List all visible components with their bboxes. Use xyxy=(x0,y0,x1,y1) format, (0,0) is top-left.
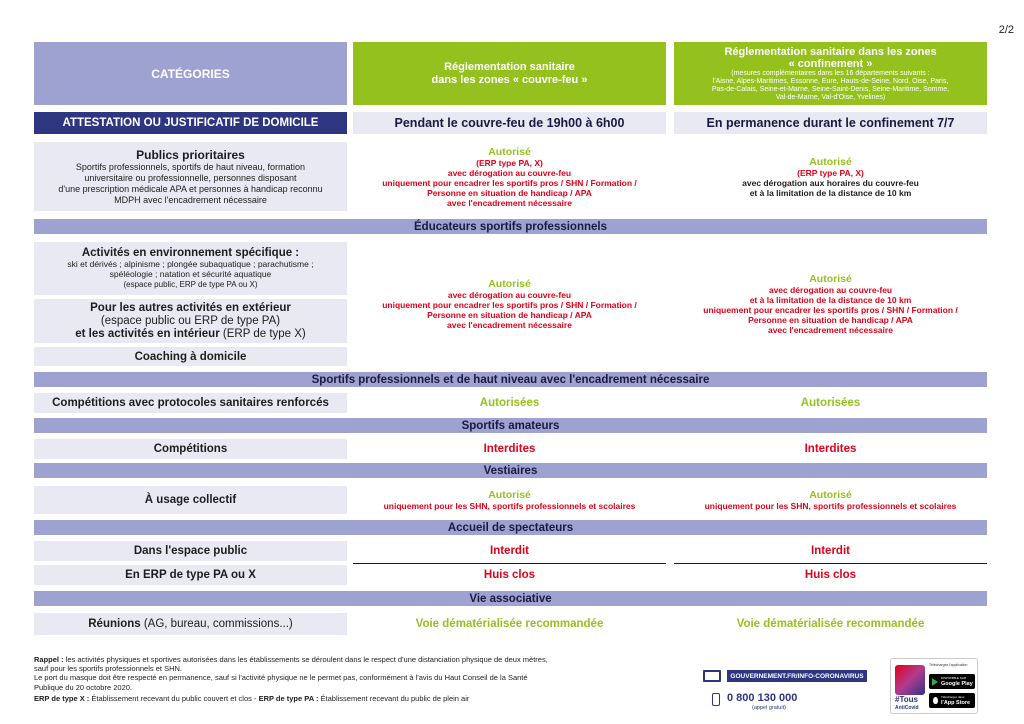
masque-note: Le port du masque doit être respecté en permanence, sauf si l'activité physique ne le permet pas, conformément à l'avis du Haut Conseil de la Santé Publique du 20 octobre 2020. xyxy=(34,673,528,692)
espace-public-col1: Interdit xyxy=(490,545,529,557)
attestation-confinement xyxy=(674,112,987,134)
categories-label: CATÉGORIES xyxy=(151,66,230,81)
erp-pa-x-col2: Huis clos xyxy=(804,569,857,581)
publics-desc: Sportifs professionnels, sportifs de haut niveau, formation universitaire ou professionnelle, personnes disposant d'une prescription médicale APA et personnes à handicap reconnu MDPH avec l'encadrement nécessaire xyxy=(58,161,323,205)
reunions-label-rest: (AG, bureau, commissions...) xyxy=(140,618,293,630)
header-couvre-feu xyxy=(353,42,666,105)
section-vie-associative xyxy=(34,591,987,606)
publics-title: Publics prioritaires xyxy=(136,147,245,162)
reunions-col2: Voie dématérialisée recommandée xyxy=(736,618,925,630)
attestation-text: ATTESTATION OU JUSTIFICATIF DE DOMICILE xyxy=(62,117,319,129)
phone-number: 0 800 130 000 xyxy=(727,692,798,704)
reunions-label-bold: Réunions xyxy=(88,618,141,630)
row-divider xyxy=(674,563,987,564)
competitions-amateurs-col2: Interdites xyxy=(804,443,857,455)
app-logo-icon xyxy=(895,665,925,695)
vestiaires-col2-status: Autorisé xyxy=(809,489,852,501)
footer-notes xyxy=(34,655,674,703)
section-spectateurs-label: Accueil de spectateurs xyxy=(447,521,574,534)
header-categories xyxy=(34,42,347,105)
erp-pa-x-label: En ERP de type PA ou X xyxy=(125,569,256,581)
section-educateurs-label: Éducateurs sportifs professionnels xyxy=(414,220,607,233)
phone-note: (appel gratuit) xyxy=(752,705,786,711)
espace-public-col2: Interdit xyxy=(811,545,850,557)
usage-collectif-label: À usage collectif xyxy=(144,494,237,506)
publics-couvre-feu xyxy=(353,142,666,211)
erp-pa-text: Établissement recevant du public de plein air xyxy=(320,693,470,703)
exterieur-line3-bold: et les activités en intérieur xyxy=(75,327,220,340)
competitions-pro-label: Compétitions avec protocoles sanitaires renforcés xyxy=(52,397,329,409)
coaching-cell xyxy=(34,347,347,366)
app-store-text: l'App Store xyxy=(941,700,971,706)
rappel-bold: Rappel : xyxy=(34,655,66,664)
attestation-label xyxy=(34,112,347,134)
activites-desc: ski et dérivés ; alpinisme ; plongée subaquatique ; parachutisme ; spéléologie ; natation et sécurité aquatique xyxy=(67,259,314,279)
section-vie-asso-label: Vie associative xyxy=(469,592,552,605)
app-download-label: Téléchargez l'application xyxy=(929,663,968,667)
exterieur-line1: Pour les autres activités en extérieur xyxy=(90,301,291,314)
educateurs-col2-status: Autorisé xyxy=(809,273,852,285)
section-vestiaires-label: Vestiaires xyxy=(483,464,538,477)
activites-note: (espace public, ERP de type PA ou X) xyxy=(123,280,258,289)
competitions-pro-col2: Autorisées xyxy=(800,397,861,409)
attestation-col2-text: En permanence durant le confinement 7/7 xyxy=(706,116,955,130)
section-amateurs-label: Sportifs amateurs xyxy=(461,419,560,432)
activites-title: Activités en environnement spécifique : xyxy=(81,247,300,259)
reunions-col1: Voie dématérialisée recommandée xyxy=(415,618,604,630)
col1-title: Réglementation sanitaire dans les zones « couvre-feu » xyxy=(431,60,588,86)
tous-line1: #Tous xyxy=(895,695,918,704)
educateurs-col2-detail: avec dérogation au couvre-feu et à la limitation de la distance de 10 km uniquement pour encadrer les sportifs pros / SHN / Formation / Personne en situation de handicap / APA avec l'encadrement nécessaire xyxy=(703,285,958,335)
page-number: 2/2 xyxy=(998,24,1014,36)
competitions-amateurs-cell xyxy=(34,439,347,459)
educateurs-couvre-feu xyxy=(353,242,666,366)
header-confinement xyxy=(674,42,987,105)
publics-col2-note: avec dérogation aux horaires du couvre-feu et à la limitation de la distance de 10 km xyxy=(742,177,919,198)
rappel-note xyxy=(34,655,674,673)
tous-line2: AntiCovid xyxy=(895,705,919,711)
publics-col1-status: Autorisé xyxy=(488,145,531,158)
col2-title: Réglementation sanitaire dans les zones « confinement » xyxy=(724,45,937,70)
app-store-badge[interactable] xyxy=(929,693,975,708)
gouv-url-link[interactable] xyxy=(727,670,867,682)
educateurs-col1-status: Autorisé xyxy=(488,278,531,290)
rappel-text: les activités physiques et sportives autorisées dans les établissements se déroulent dans le respect d'une distanciation physique de deux mètres, sauf pour les sportifs professionnels et SHN. xyxy=(34,655,548,674)
erp-note xyxy=(34,694,674,703)
google-play-badge[interactable] xyxy=(929,674,975,689)
publics-prioritaires-cell xyxy=(34,142,347,211)
apple-icon xyxy=(933,697,938,704)
attestation-couvre-feu xyxy=(353,112,666,134)
activites-specifiques-cell xyxy=(34,242,347,295)
exterieur-line3-rest: (ERP de type X) xyxy=(219,327,306,340)
publics-col2-status: Autorisé xyxy=(809,155,852,168)
espace-public-label: Dans l'espace public xyxy=(133,545,248,557)
publics-confinement xyxy=(674,142,987,211)
vestiaires-col2-detail: uniquement pour les SHN, sportifs professionnels et scolaires xyxy=(704,501,957,511)
erp-x-text: Établissement recevant du public couvert et clos - xyxy=(91,693,259,703)
exterieur-line3 xyxy=(75,328,306,341)
competitions-amateurs-label: Compétitions xyxy=(153,443,228,455)
google-play-text: Google Play xyxy=(941,681,973,687)
publics-col2-detail: (ERP type PA, X) xyxy=(797,167,864,178)
google-play-icon xyxy=(932,678,938,686)
erp-pa-x-cell xyxy=(34,565,347,585)
vestiaires-col2 xyxy=(674,486,987,514)
competitions-pro-col1: Autorisées xyxy=(479,397,540,409)
section-vestiaires xyxy=(34,463,987,478)
competitions-amateurs-col1: Interdites xyxy=(483,443,536,455)
app-store-small: Télécharger dans xyxy=(941,695,965,699)
reunions-cell xyxy=(34,613,347,635)
row-divider xyxy=(353,563,666,564)
educateurs-col1-detail: avec dérogation au couvre-feu uniquement pour encadrer les sportifs pros / SHN / Formation / Personne en situation de handicap / APA avec l'encadrement nécessaire xyxy=(382,290,637,330)
section-spectateurs xyxy=(34,520,987,535)
autres-activites-cell xyxy=(34,299,347,343)
competitions-pro-cell xyxy=(34,393,347,413)
section-sportifs-pro-label: Sportifs professionnels et de haut niveau avec l'encadrement nécessaire xyxy=(311,373,710,386)
usage-collectif-cell xyxy=(34,486,347,514)
section-amateurs xyxy=(34,418,987,433)
exterieur-line2: (espace public ou ERP de type PA) xyxy=(100,314,281,327)
publics-col1-detail: (ERP type PA, X) avec dérogation au couvre-feu uniquement pour encadrer les sportifs pros / SHN / Formation / Personne en situation de handicap / APA avec l'encadrement nécessaire xyxy=(382,157,637,208)
vestiaires-col1-detail: uniquement pour les SHN, sportifs professionnels et scolaires xyxy=(383,501,636,511)
computer-icon xyxy=(703,670,721,682)
section-educateurs xyxy=(34,219,987,234)
erp-pa-bold: ERP de type PA : xyxy=(258,693,321,703)
tousanticovid-card xyxy=(890,658,978,714)
gouv-url-text: GOUVERNEMENT.FR/INFO-CORONAVIRUS xyxy=(730,672,864,680)
erp-pa-x-col1: Huis clos xyxy=(483,569,536,581)
reunions-label xyxy=(88,618,293,630)
attestation-col1-text: Pendant le couvre-feu de 19h00 à 6h00 xyxy=(394,116,625,130)
phone-icon xyxy=(712,693,720,706)
espace-public-cell xyxy=(34,541,347,561)
google-play-small: DISPONIBLE SUR xyxy=(941,676,967,680)
tous-logo xyxy=(895,696,919,712)
col2-subtitle: (mesures complémentaires dans les 16 départements suivants : l'Aisne, Alpes-Maritimes, Essonne, Eure, Hauts-de-Seine, Nord, Oise, Paris, Pas-de-Calais, Seine-et-Marne, Seine-Saint-Denis, Seine-Maritime, Somme, Val-de-Marne, Val-d'Oise, Yvelines) xyxy=(711,69,950,101)
section-sportifs-pro xyxy=(34,372,987,387)
vestiaires-col1 xyxy=(353,486,666,514)
coaching-label: Coaching à domicile xyxy=(134,350,247,363)
vestiaires-col1-status: Autorisé xyxy=(488,489,531,501)
educateurs-confinement xyxy=(674,242,987,366)
erp-x-bold: ERP de type X : xyxy=(34,693,92,703)
